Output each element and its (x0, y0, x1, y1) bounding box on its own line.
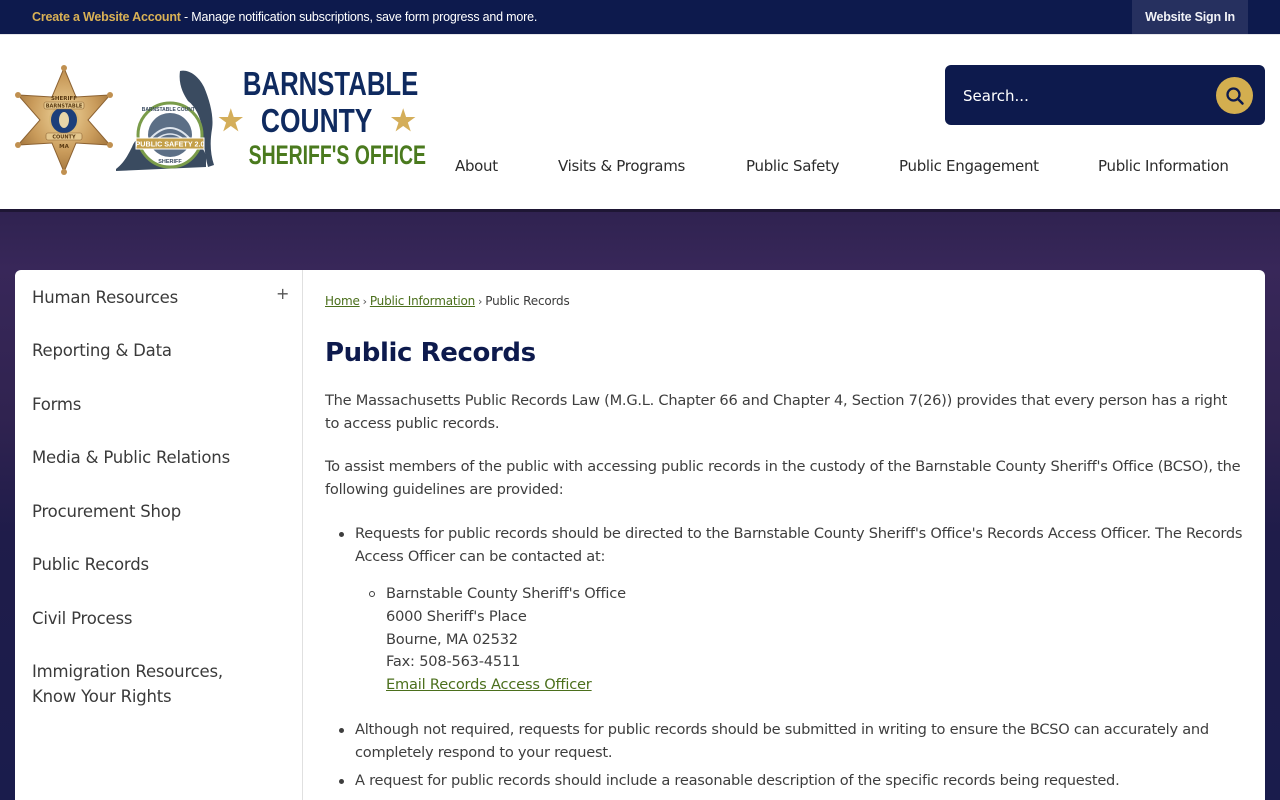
nav-public-information[interactable]: Public Information (1098, 157, 1229, 175)
breadcrumb (325, 294, 570, 308)
list-item: Requests for public records should be directed to the Barnstable County Sheriff's Office's Records Access Officer. The Records Access Officer can be contacted at: (355, 522, 1245, 568)
svg-text:BARNSTABLE: BARNSTABLE (45, 103, 83, 110)
list-item: Although not required, requests for public records should be submitted in writing to ensure the BCSO can accurately and completely respond to your request. (355, 718, 1245, 764)
sidebar-item-forms[interactable]: Forms (32, 395, 82, 414)
search-box (945, 65, 1265, 125)
breadcrumb-current: Public Records (485, 294, 570, 308)
nav-about[interactable]: About (455, 157, 498, 175)
svg-text:PUBLIC SAFETY 2.0: PUBLIC SAFETY 2.0 (135, 139, 205, 149)
main-navigation (0, 157, 1280, 181)
contact-block (386, 583, 886, 697)
search-icon (1225, 86, 1245, 106)
sidebar-item-reporting-data[interactable]: Reporting & Data (32, 341, 172, 360)
svg-text:SHERIFF: SHERIFF (158, 159, 182, 165)
list-item: A request for public records should include a reasonable description of the specific records being requested. (355, 769, 1245, 792)
website-sign-in-button[interactable]: Website Sign In (1132, 0, 1248, 34)
breadcrumb-separator: › (362, 295, 367, 308)
account-message (32, 10, 537, 24)
content-card (15, 270, 1265, 800)
site-header (0, 35, 1280, 209)
sidebar-item-civil-process[interactable]: Civil Process (32, 609, 133, 628)
logo-wordmark (218, 65, 427, 171)
sidebar-item-media-public-relations[interactable]: Media & Public Relations (32, 448, 230, 467)
page-title: Public Records (325, 338, 536, 368)
contact-street: 6000 Sheriff's Place (386, 607, 527, 625)
sidebar-item-human-resources[interactable]: Human Resources (32, 288, 179, 307)
breadcrumb-public-information[interactable]: Public Information (369, 294, 476, 308)
breadcrumb-home[interactable]: Home (325, 294, 360, 308)
sidebar-item-procurement-shop[interactable]: Procurement Shop (32, 502, 181, 521)
logo-line-sheriffs-office: SHERIFF'S OFFICE (248, 140, 427, 170)
utility-bar (0, 0, 1280, 35)
star-icon: ★ (390, 105, 416, 136)
sub-bullet-icon (369, 591, 375, 597)
expand-plus-icon[interactable]: + (276, 284, 290, 303)
contact-city: Bourne, MA 02532 (386, 630, 518, 648)
nav-visits-programs[interactable]: Visits & Programs (558, 157, 686, 175)
sidebar-item-immigration-resources[interactable]: Immigration Resources, Know Your Rights (32, 662, 223, 706)
bullet-icon (339, 779, 344, 784)
contact-fax: Fax: 508-563-4511 (386, 653, 521, 671)
account-message-text: - Manage notification subscriptions, save form progress and more. (180, 10, 538, 24)
svg-text:MA: MA (59, 144, 69, 150)
contact-name: Barnstable County Sheriff's Office (386, 585, 626, 602)
search-button[interactable] (1216, 77, 1253, 114)
create-account-link[interactable]: Create a Website Account (32, 10, 181, 24)
intro-paragraph: The Massachusetts Public Records Law (M.G.L. Chapter 66 and Chapter 4, Section 7(26)) provides that every person has a right to access public records. (325, 392, 1228, 432)
svg-text:COUNTY: COUNTY (52, 134, 76, 141)
breadcrumb-separator: › (478, 295, 483, 308)
star-icon: ★ (218, 105, 244, 136)
guidelines-intro: To assist members of the public with accessing public records in the custody of the Barnstable County Sheriff's Office (BCSO), the following guidelines are provided: (325, 458, 1241, 498)
search-input[interactable] (963, 83, 1203, 109)
logo-line-barnstable: BARNSTABLE (242, 65, 419, 102)
svg-text:BARNSTABLE COUNTY: BARNSTABLE COUNTY (141, 107, 199, 113)
logo-line-county: ★ COUNTY ★ (218, 102, 416, 139)
email-records-officer-link[interactable]: Email Records Access Officer (386, 676, 592, 694)
sidebar-item-public-records[interactable]: Public Records (32, 555, 149, 574)
side-navigation (15, 270, 303, 800)
bullet-icon (339, 728, 344, 733)
svg-text:SHERIFF: SHERIFF (50, 96, 78, 102)
bullet-icon (339, 532, 344, 537)
nav-public-engagement[interactable]: Public Engagement (899, 157, 1039, 175)
nav-public-safety[interactable]: Public Safety (746, 157, 840, 175)
